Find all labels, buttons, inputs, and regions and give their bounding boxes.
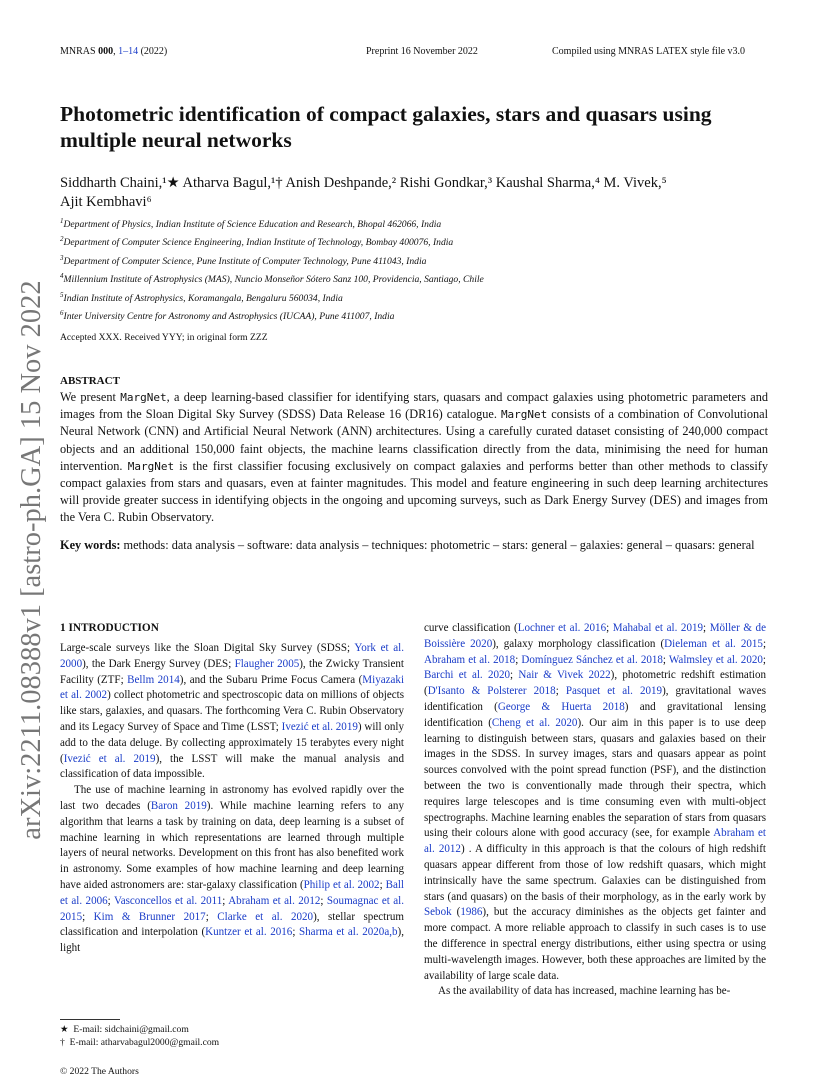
paper-title: Photometric identification of compact galaxies, stars and quasars using multiple neural networks [60,102,712,152]
affiliation: $^2$Department of Computer Science Engineering, Indian Institute of Technology, Bombay 400076, India [60,235,454,249]
affiliation: $^3$Department of Computer Science, Pune Institute of Computer Technology, Pune 411043, India [60,253,427,268]
author-line-1: Siddharth Chaini,¹★ Atharva Bagul,¹† Anish Deshpande,² Rishi Gondkar,³ Kaushal Sharma,⁴ M. Vivek,⁵ [60,175,667,191]
accepted-note: Accepted XXX. Received YYY; in original form ZZZ [60,332,268,343]
keywords: Key words: methods: data analysis – software: data analysis – techniques: photometric – stars: general – galaxies: general – quasars: general [60,538,755,552]
intro-left-column: Large-scale surveys like the Sloan Digital Sky Survey (SDSS; York et al. 2000), the Dark Energy Survey (DES; Flaugher 2005), the Zwicky Transient Facility (ZTF; Bellm 2014), and the Subaru Prime Focus Camera (Miyazaki et al. 2002) collect photometric and spectroscopic data on millions of objects like stars, galaxies, and quasars. The forthcoming Vera C. Rubin Observatory and its Legacy Survey of Space and Time (LSST; Ivezić et al. 2019) will only add to the data deluge. By collecting approximately 15 terabytes every night (Ivezić et al. 2019), the LSST will make the manual analysis and classification of data impossible. The use of machine learning in astronomy has evolved rapidly over the last two decades (Baron 2019). While machine learning refers to any algorithm that learns a task by training on data, deep learning is a subset of machine learning in which representations are learned through multiple layers of neural networks. Development on this front has also benefited work in astronomy. Some examples of how machine learning and deep learning have aided astronomers are: star-galaxy classification (Philip et al. 2002; Ball et al. 2006; Vasconcellos et al. 2011; Abraham et al. 2012; Soumagnac et al. 2015; Kim & Brunner 2017; Clarke et al. 2020), stellar spectrum classification and interpolation (Kuntzer et al. 2016; Sharma et al. 2020a,b), light [60,642,405,955]
abstract-body: We present MargNet, a deep learning-based classifier for identifying stars, quasars and compact galaxies using photometric parameters and images from the Sloan Digital Sky Survey (SDSS) Data Release 16 (DR16) catalogue. MargNet consists of a combination of Convolutional Neural Network (CNN) and Artificial Neural Network (ANN) architectures. Using a carefully curated dataset consisting of 240,000 compact objects and an additional 150,000 faint objects, the machine learns classification directly from the data, minimising the need for human intervention. MargNet is the first classifier focusing exclusively on compact galaxies and performs better than other methods to classify compact galaxies from stars and quasars, even at fainter magnitudes. This model and feature engineering in such deep learning architectures will provide greater success in identifying objects in the ongoing and upcoming surveys, such as Dark Energy Survey (DES) and images from the Vera C. Rubin Observatory. [60,390,768,525]
star-icon: ★ [60,1024,69,1035]
author-line-2: Ajit Kembhavi⁶ [60,194,152,210]
affiliation: $^5$Indian Institute of Astrophysics, Koramangala, Bengaluru 560034, India [60,290,343,305]
affiliation: $^1$Department of Physics, Indian Institute of Science Education and Research, Bhopal 462066, India [60,217,442,231]
running-header-left: MNRAS 000, 1–14 (2022) [60,46,168,57]
intro-right-column: curve classification (Lochner et al. 2016; Mahabal et al. 2019; Möller & de Boissière 2020), galaxy morphology classification (Dieleman et al. 2015; Abraham et al. 2018; Domínguez Sánchez et al. 2018; Walmsley et al. 2020; Barchi et al. 2020; Nair & Vivek 2022), photometric redshift estimation (D'Isanto & Polsterer 2018; Pasquet et al. 2019), gravitational waves identification (George & Huerta 2018) and gravitational lensing identification (Cheng et al. 2020). Our aim in this paper is to use deep learning to distinguish between stars, quasars and galaxies based on their images in the SDSS. In survey images, stars and quasars appear as point sources convolved with the point spread function (PSF), and the distinction between the two is conventionally made through their spectra, which requires large telescopes and is time consuming even with multi-object spectrographs. Machine learning enables the separation of stars from quasars using their colours alone with good accuracy (see, for example Abraham et al. 2012) . A difficulty in this approach is that the colours of high redshift quasars appear different from those of low redshift quasars, which might intrinsically have the same spectrum. Galaxies can be distinguished from stars (and quasars) on the basis of their morphology, as in the early work by Sebok (1986), but the accuracy diminishes as the objects get fainter and more compact. A more reliable approach to classify in such cases is to use the difference in spectral energy distributions, either using spectra or using multi-wavelength images. However, both these approaches are limited by the availability of large scale data. As the availability of data has increased, machine learning has be- [424,622,767,998]
page-range-link[interactable]: 1–14 [118,46,139,57]
abstract-heading: ABSTRACT [60,375,120,387]
compiled-note: Compiled using MNRAS LATEX style file v3.0 [552,46,746,57]
footnote-rule [60,1019,120,1020]
dagger-icon: † [60,1037,65,1048]
copyright: © 2022 The Authors [60,1066,139,1077]
affiliations [60,214,760,325]
arxiv-identifier: arXiv:2211.08388v1 [astro-ph.GA] 15 Nov 2022 [16,280,47,840]
footnote: ★ E-mail: sidchaini@gmail.com [60,1024,189,1035]
section-heading: 1 INTRODUCTION [60,622,159,634]
preprint-date: Preprint 16 November 2022 [366,46,478,57]
affiliation: $^4$Millennium Institute of Astrophysics (MAS), Nuncio Monseñor Sótero Sanz 100, Providencia, Santiago, Chile [60,272,484,286]
affiliation: $^6$Inter University Centre for Astronomy and Astrophysics (IUCAA), Pune 411007, India [60,309,395,323]
footnote: † E-mail: atharvabagul2000@gmail.com [60,1037,220,1048]
author-list [60,174,770,212]
